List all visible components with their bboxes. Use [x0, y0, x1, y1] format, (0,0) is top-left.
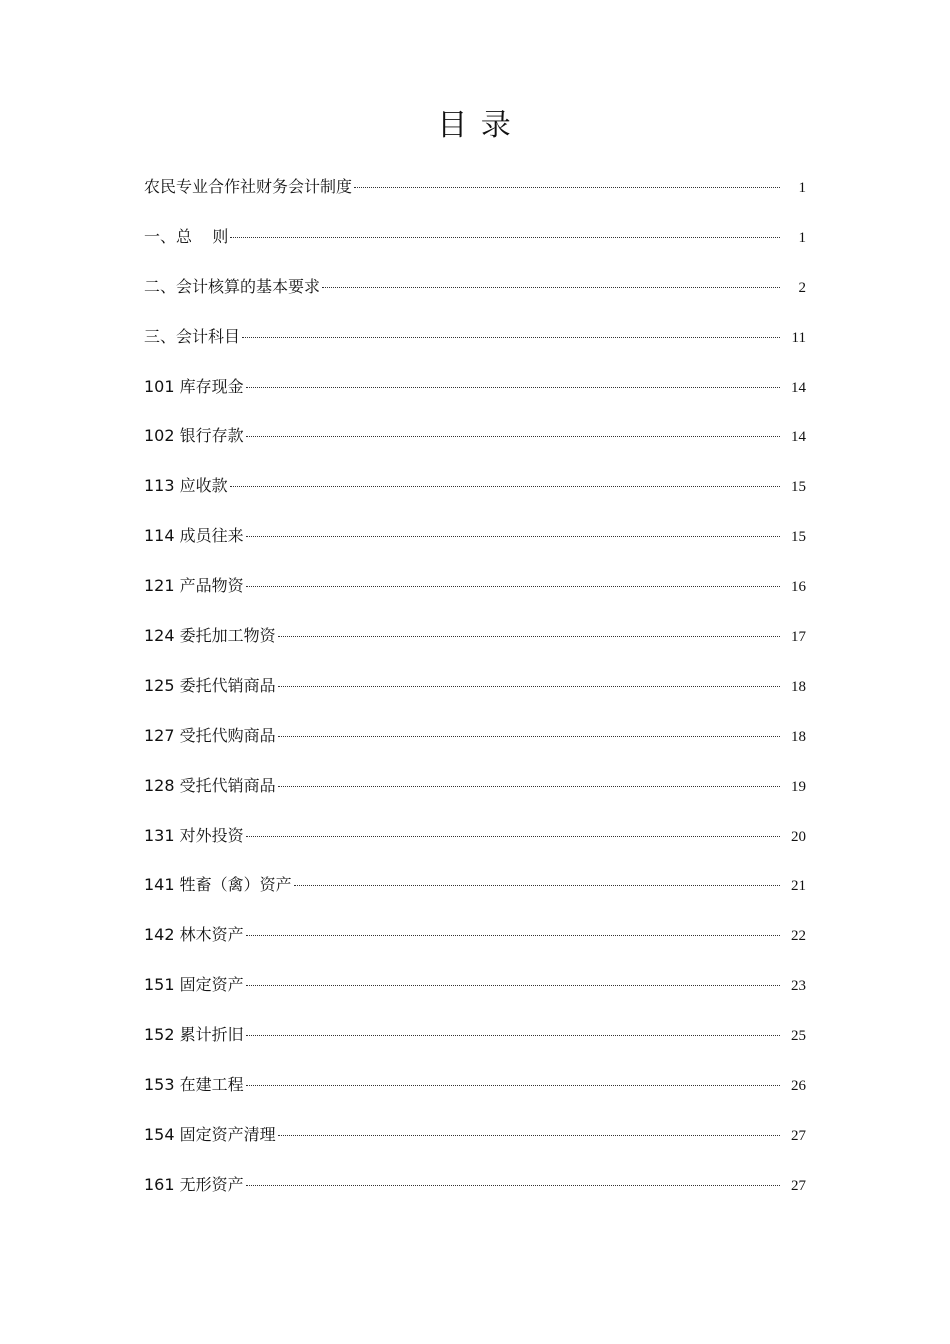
toc-page-number: 1: [798, 229, 806, 246]
toc-entry-text: 141 牲畜（禽）资产: [144, 875, 292, 895]
toc-page-number: 14: [791, 379, 806, 396]
dot-leader: [246, 536, 780, 537]
toc-entry[interactable]: [144, 469, 806, 519]
dot-leader: [230, 486, 780, 487]
toc-entry[interactable]: [144, 320, 806, 370]
toc-entry-text: 101 库存现金: [144, 376, 244, 396]
dot-leader: [230, 237, 780, 238]
toc-entry-text: 二、会计核算的基本要求: [144, 276, 321, 296]
toc-entry-text: 114 成员往来: [144, 526, 244, 546]
toc-entry-text: 121 产品物资: [144, 576, 244, 596]
dot-leader: [242, 337, 780, 338]
toc-page-number: 2: [798, 279, 806, 296]
toc-page-number: 11: [791, 329, 806, 346]
toc-entry[interactable]: [144, 220, 806, 270]
dot-leader: [246, 1085, 780, 1086]
dot-leader: [278, 786, 780, 787]
dot-leader: [246, 436, 780, 437]
toc-entry-text: 161 无形资产: [144, 1174, 244, 1194]
toc-page-number: 19: [791, 778, 806, 795]
dot-leader: [246, 586, 780, 587]
toc-page-number: 22: [791, 928, 806, 945]
toc-entry[interactable]: [144, 619, 806, 669]
toc-entry-text: 102 银行存款: [144, 426, 244, 446]
dot-leader: [246, 985, 780, 986]
toc-page-number: 18: [791, 678, 806, 695]
toc-entry[interactable]: [144, 569, 806, 619]
dot-leader: [354, 187, 780, 188]
dot-leader: [246, 1185, 780, 1186]
toc-page-number: 23: [791, 978, 806, 995]
toc-page-number: 15: [791, 529, 806, 546]
toc-entry[interactable]: [144, 419, 806, 469]
toc-page-number: 18: [791, 728, 806, 745]
dot-leader: [278, 736, 780, 737]
toc-entry-text: 农民专业合作社财务会计制度: [144, 177, 353, 196]
toc-list: [144, 170, 806, 1218]
toc-entry[interactable]: [144, 1118, 806, 1168]
toc-page-number: 21: [791, 878, 806, 895]
toc-entry-text: 153 在建工程: [144, 1075, 244, 1095]
toc-entry-text: 142 林木资产: [144, 925, 244, 945]
toc-entry[interactable]: [144, 769, 806, 819]
toc-entry-text: 124 委托加工物资: [144, 626, 276, 646]
toc-entry[interactable]: [144, 669, 806, 719]
dot-leader: [294, 885, 780, 886]
toc-entry[interactable]: [144, 370, 806, 420]
toc-entry-text: 一、总 则: [144, 226, 229, 246]
toc-entry[interactable]: [144, 819, 806, 869]
toc-entry[interactable]: [144, 1168, 806, 1218]
dot-leader: [322, 287, 780, 288]
toc-entry[interactable]: [144, 719, 806, 769]
dot-leader: [278, 636, 780, 637]
toc-entry[interactable]: [144, 1018, 806, 1068]
toc-page-number: 27: [791, 1127, 806, 1144]
dot-leader: [246, 836, 780, 837]
toc-page-number: 20: [791, 828, 806, 845]
toc-entry-text: 131 对外投资: [144, 825, 244, 845]
toc-entry-text: 128 受托代销商品: [144, 775, 276, 795]
toc-entry-text: 154 固定资产清理: [144, 1124, 276, 1144]
dot-leader: [278, 1135, 780, 1136]
toc-entry[interactable]: [144, 868, 806, 918]
toc-entry[interactable]: [144, 918, 806, 968]
dot-leader: [278, 686, 780, 687]
toc-page-number: 17: [791, 629, 806, 646]
dot-leader: [246, 387, 780, 388]
dot-leader: [246, 935, 780, 936]
toc-entry-text: 125 委托代销商品: [144, 675, 276, 695]
toc-page-number: 16: [791, 579, 806, 596]
toc-entry[interactable]: [144, 170, 806, 220]
toc-page-number: 15: [791, 479, 806, 496]
toc-page-number: 26: [791, 1078, 806, 1095]
toc-entry-text: 113 应收款: [144, 476, 228, 496]
toc-page-number: 27: [791, 1177, 806, 1194]
toc-entry-text: 127 受托代购商品: [144, 725, 276, 745]
toc-title: 目 录: [437, 108, 513, 143]
toc-entry-text: 151 固定资产: [144, 975, 244, 995]
dot-leader: [246, 1035, 780, 1036]
toc-page-number: 14: [791, 429, 806, 446]
toc-entry-text: 152 累计折旧: [144, 1025, 244, 1045]
toc-entry[interactable]: [144, 519, 806, 569]
toc-page-number: 1: [798, 180, 806, 196]
toc-entry-text: 三、会计科目: [144, 326, 241, 346]
toc-entry[interactable]: [144, 968, 806, 1018]
toc-page-number: 25: [791, 1028, 806, 1045]
toc-entry[interactable]: [144, 1068, 806, 1118]
toc-entry[interactable]: [144, 270, 806, 320]
